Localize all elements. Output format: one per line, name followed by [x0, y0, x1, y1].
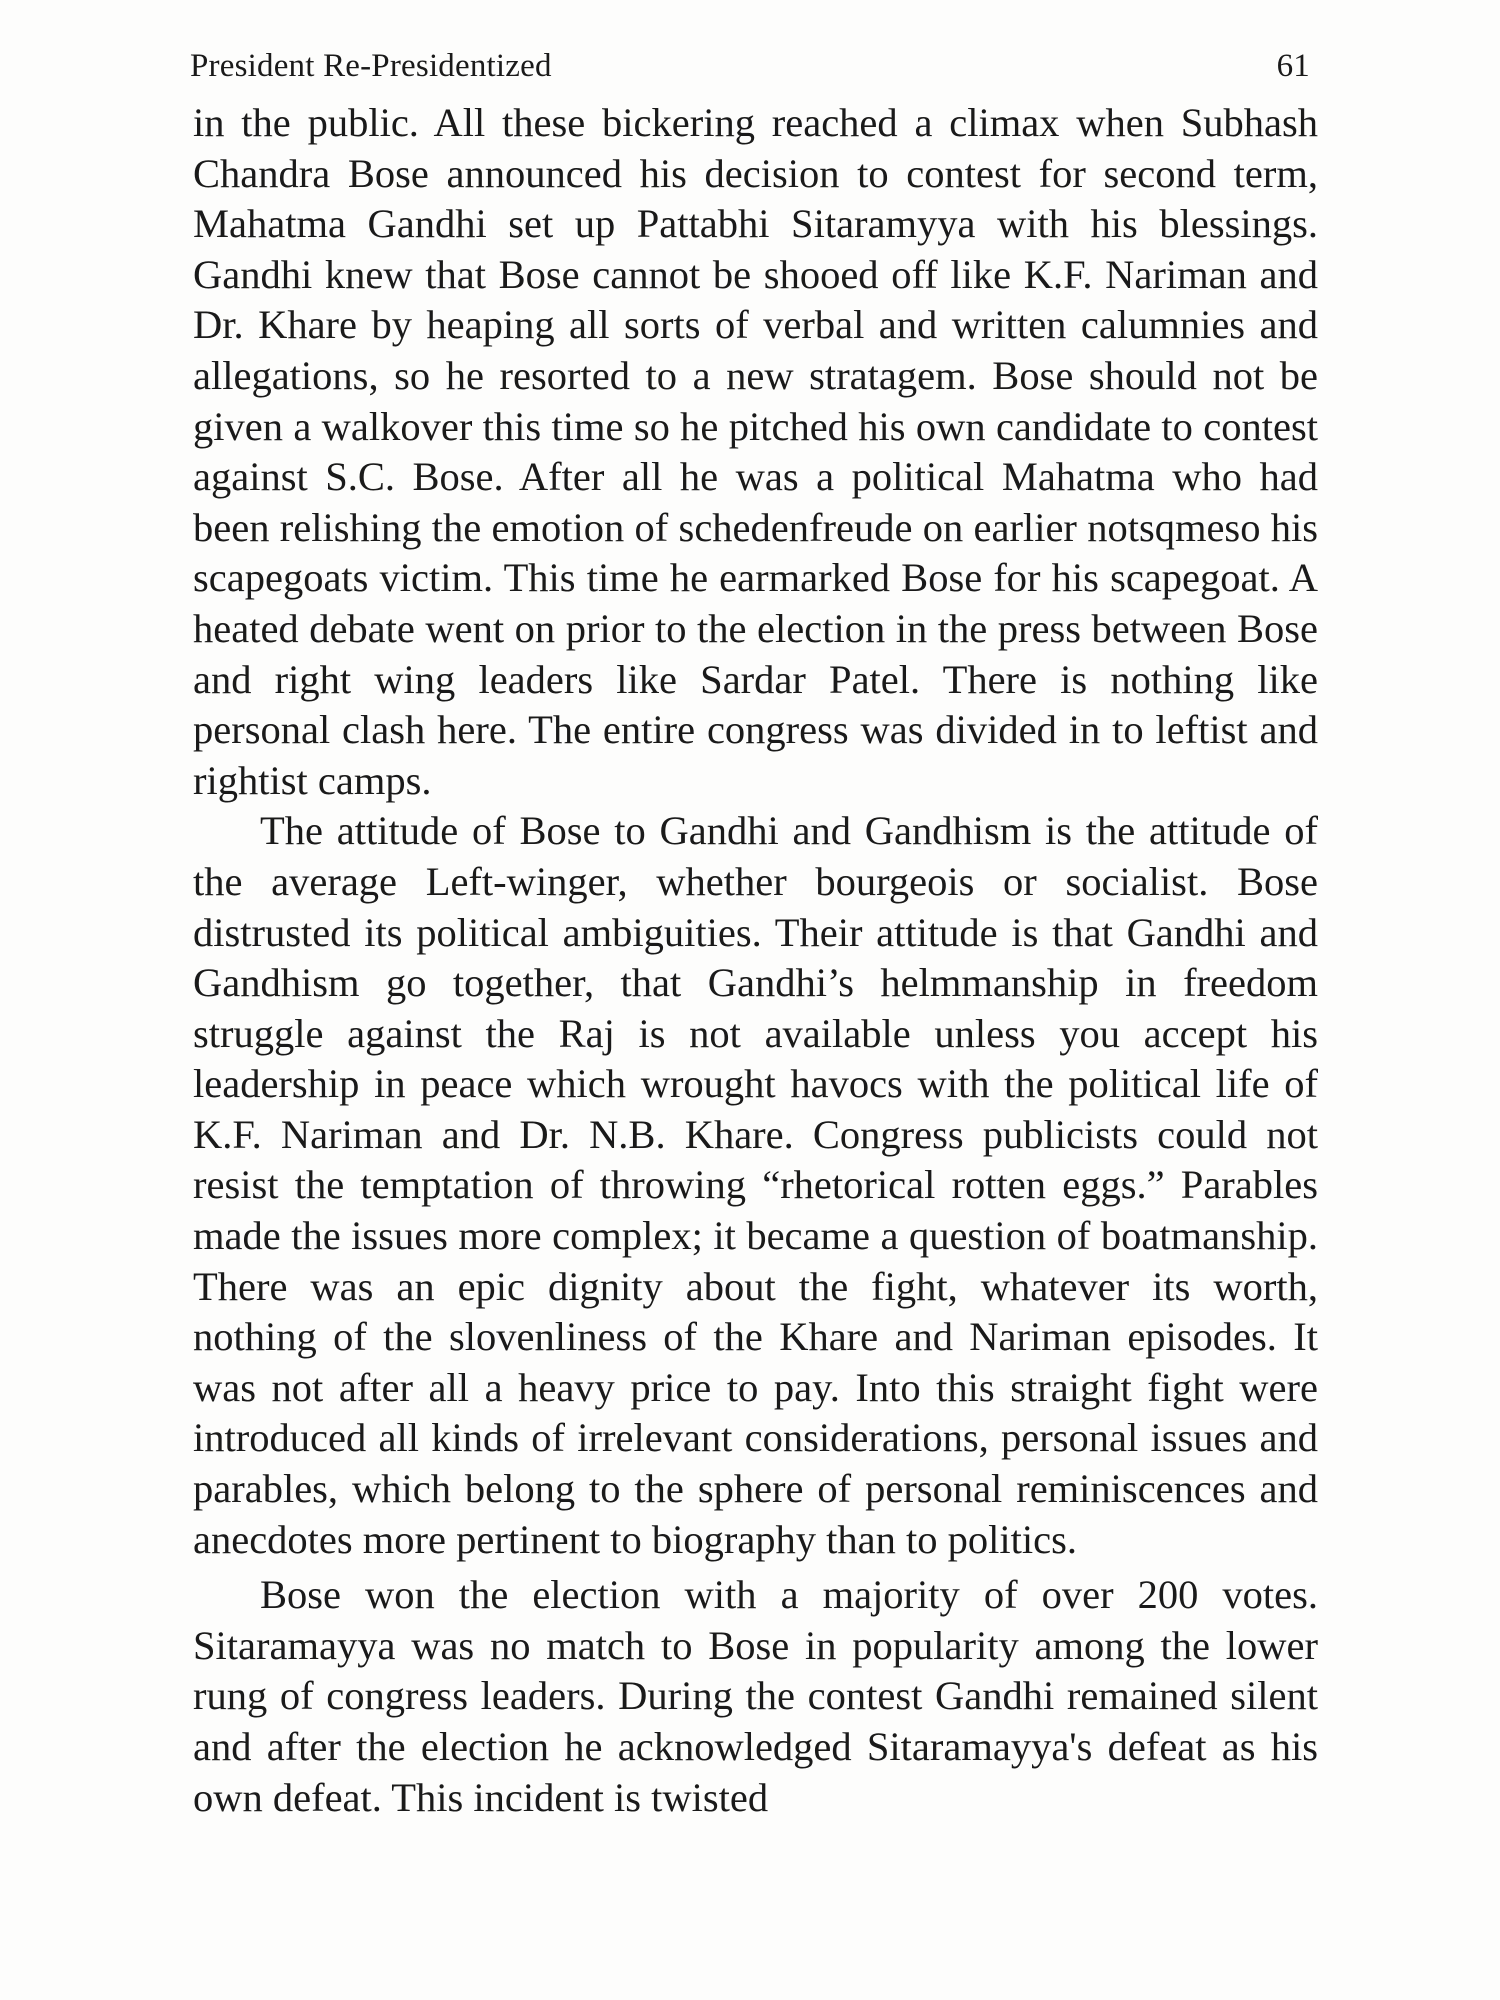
paragraph-3: Bose won the election with a majority of over 200 votes. Sitaramayya was no match to Bose in popularity among the lower rung of congress leaders. During the contest Gandhi remained silent and after the election he acknowledged Sitaramayya's defeat as his own defeat. This incident is twisted	[193, 1572, 1318, 1820]
paragraph-1: in the public. All these bickering reached a climax when Subhash Chandra Bose announced his decision to contest for second term, Mahatma Gandhi set up Pattabhi Sitaramyya with his blessings. Gandhi knew that Bose cannot be shooed off like K.F. Nariman and Dr. Khare by heaping all sorts of verbal and written calumnies and allegations, so he resorted to a new stratagem. Bose should not be given a walkover this time so he pitched his own candidate to contest against S.C. Bose. After all he was a political Mahatma who had been relishing the emotion of schedenfreude on earlier notsqmeso his scapegoats victim. This time he earmarked Bose for his scapegoat. A heated debate went on prior to the election in the press between Bose and right wing leaders like Sardar Patel. There is nothing like personal clash here. The entire congress was divided in to leftist and rightist camps.	[193, 100, 1318, 803]
running-title: President Re-Presidentized	[190, 48, 552, 84]
page-number: 61	[1276, 48, 1310, 84]
running-header	[190, 48, 1310, 92]
paragraph-2: The attitude of Bose to Gandhi and Gandhism is the attitude of the average Left-winger, whether bourgeois or socialist. Bose distrusted its political ambiguities. Their attitude is that Gandhi and Gandhism go together, that Gandhi’s helmmanship in freedom struggle against the Raj is not available unless you accept his leadership in peace which wrought havocs with the political life of K.F. Nariman and Dr. N.B. Khare. Congress publicists could not resist the temptation of throwing “rhetorical rotten eggs.” Parables made the issues more complex; it became a question of boatmanship. There was an epic dignity about the fight, whatever its worth, nothing of the slovenliness of the Khare and Nariman episodes. It was not after all a heavy price to pay. Into this straight fight were introduced all kinds of irrelevant considerations, personal issues and parables, which belong to the sphere of personal reminiscences and anecdotes more pertinent to biography than to politics.	[193, 808, 1318, 1562]
body-text	[193, 98, 1318, 1823]
